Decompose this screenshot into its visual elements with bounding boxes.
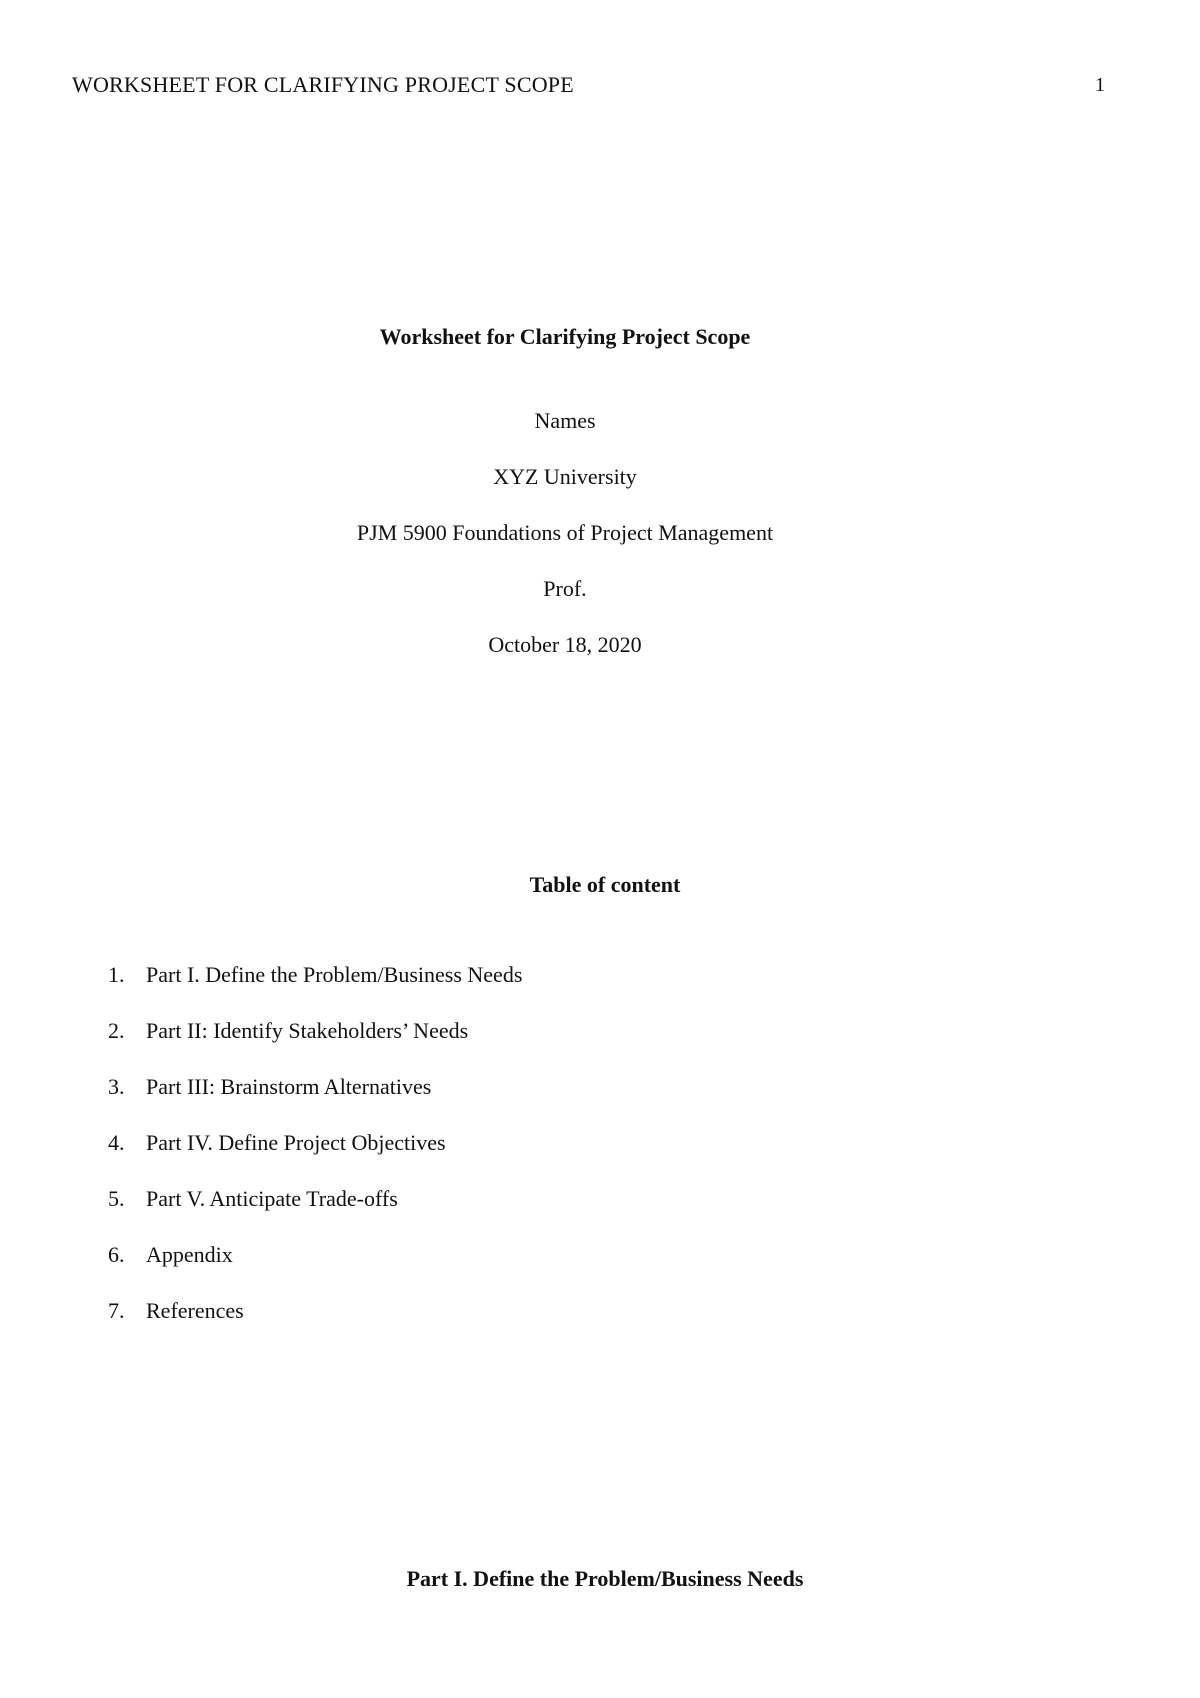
toc-item-number: 1.	[108, 962, 125, 987]
toc-item-label: Part V. Anticipate Trade-offs	[146, 1186, 398, 1211]
course-name: PJM 5900 Foundations of Project Management	[356, 520, 774, 545]
toc-item	[108, 962, 522, 1018]
author-name: Names	[534, 408, 596, 433]
toc-item-number: 4.	[108, 1130, 125, 1155]
document-title: Worksheet for Clarifying Project Scope	[379, 324, 751, 349]
toc-list	[108, 962, 522, 1354]
toc-item-label: Part II: Identify Stakeholders’ Needs	[146, 1018, 469, 1043]
toc-item-number: 6.	[108, 1242, 125, 1267]
toc-item-number: 3.	[108, 1074, 125, 1099]
running-head: WORKSHEET FOR CLARIFYING PROJECT SCOPE	[72, 72, 574, 97]
toc-heading: Table of content	[529, 872, 681, 897]
toc-item-label: Part III: Brainstorm Alternatives	[146, 1074, 432, 1099]
toc-item	[108, 1074, 522, 1130]
toc-item	[108, 1018, 522, 1074]
toc-item-number: 2.	[108, 1018, 125, 1043]
page-number: 1	[1095, 74, 1105, 96]
toc-item-label: References	[146, 1298, 244, 1323]
toc-item-label: Part IV. Define Project Objectives	[146, 1130, 446, 1155]
toc-item-number: 7.	[108, 1298, 125, 1323]
section-heading: Part I. Define the Problem/Business Needs	[406, 1566, 804, 1591]
toc-item	[108, 1186, 522, 1242]
toc-item-label: Appendix	[146, 1242, 233, 1267]
toc-item	[108, 1242, 522, 1298]
toc-item-label: Part I. Define the Problem/Business Needs	[146, 962, 523, 987]
toc-item	[108, 1298, 522, 1354]
toc-item-number: 5.	[108, 1186, 125, 1211]
date: October 18, 2020	[488, 632, 642, 657]
institution: XYZ University	[493, 464, 637, 489]
instructor: Prof.	[543, 576, 587, 601]
toc-item	[108, 1130, 522, 1186]
